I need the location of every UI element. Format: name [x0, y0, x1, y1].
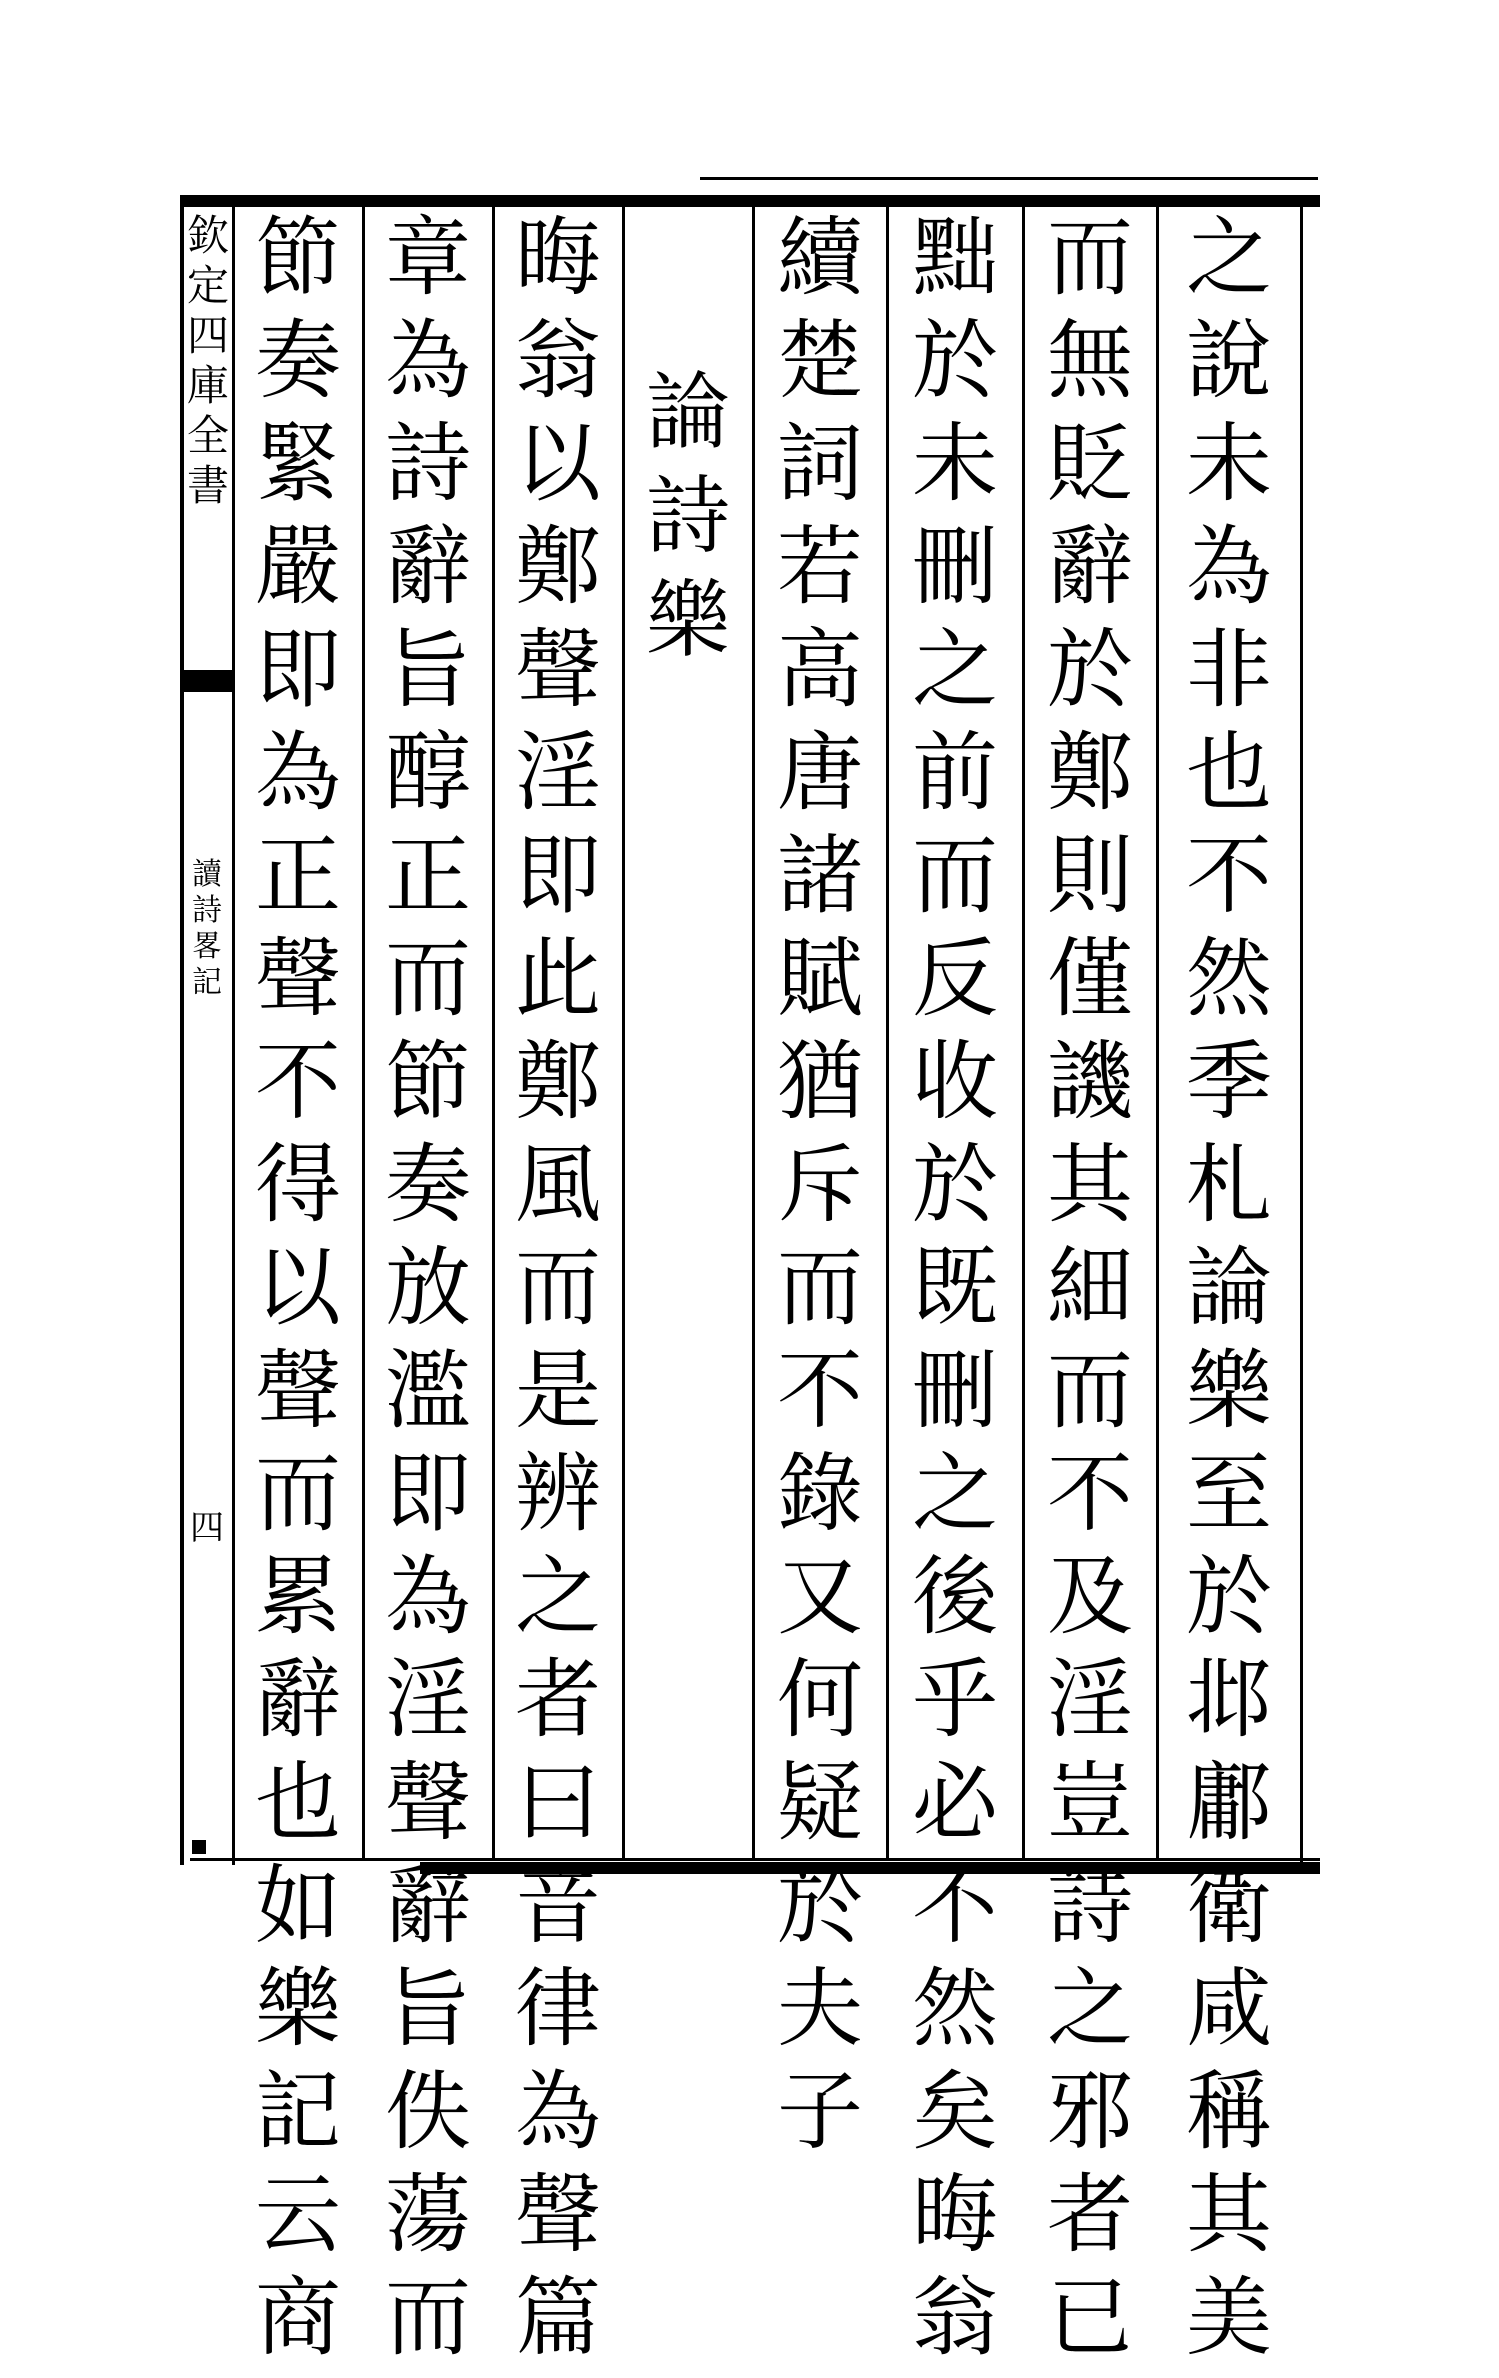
glyph: 咸: [1186, 1959, 1272, 2059]
glyph: 書: [186, 461, 229, 510]
glyph: 詩: [385, 414, 471, 514]
glyph: 辭: [385, 1856, 471, 1956]
glyph: 晦: [515, 208, 601, 308]
text-column: [756, 208, 884, 2172]
glyph: 貶: [1047, 414, 1133, 514]
glyph: 刪: [912, 1341, 998, 1441]
glyph: 辨: [515, 1444, 601, 1544]
glyph: 於: [777, 1856, 863, 1956]
glyph: 未: [1186, 414, 1272, 514]
glyph: 黜: [912, 208, 998, 308]
glyph: 必: [912, 1753, 998, 1853]
glyph: 細: [1047, 1238, 1133, 1338]
glyph: 記: [192, 965, 222, 1000]
glyph: 欽: [186, 211, 229, 260]
glyph: 又: [777, 1547, 863, 1647]
glyph: 全: [186, 411, 229, 460]
glyph: 而: [1047, 208, 1133, 308]
glyph: 邶: [1186, 1650, 1272, 1750]
glyph: 聲: [515, 620, 601, 720]
glyph: 旨: [385, 620, 471, 720]
glyph: 聲: [255, 929, 341, 1029]
glyph: 斥: [777, 1135, 863, 1235]
glyph: 鄭: [515, 1032, 601, 1132]
glyph: 以: [255, 1238, 341, 1338]
glyph: 刪: [912, 517, 998, 617]
glyph: 至: [1186, 1444, 1272, 1544]
text-column: [236, 208, 360, 2378]
glyph: 鄭: [515, 517, 601, 617]
glyph: 無: [1047, 311, 1133, 411]
glyph: 諸: [777, 826, 863, 926]
glyph: 樂: [1186, 1341, 1272, 1441]
glyph: 此: [515, 929, 601, 1029]
glyph: 乎: [912, 1650, 998, 1750]
glyph: 即: [385, 1444, 471, 1544]
glyph: 詩: [192, 893, 222, 928]
glyph: 曰: [515, 1753, 601, 1853]
column-divider: [1156, 207, 1159, 1859]
glyph: 定: [186, 261, 229, 310]
glyph: 然: [1186, 929, 1272, 1029]
glyph: 風: [515, 1135, 601, 1235]
glyph: 聲: [385, 1753, 471, 1853]
glyph: 其: [1186, 2165, 1272, 2265]
glyph: 四: [186, 311, 229, 360]
glyph: 正: [385, 826, 471, 926]
glyph: 札: [1186, 1135, 1272, 1235]
glyph: 於: [1047, 620, 1133, 720]
glyph: 已: [1047, 2268, 1133, 2368]
glyph: 則: [1047, 826, 1133, 926]
glyph: 及: [1047, 1547, 1133, 1647]
glyph: 以: [515, 414, 601, 514]
glyph: 也: [255, 1753, 341, 1853]
glyph: 不: [255, 1032, 341, 1132]
glyph: 衛: [1186, 1856, 1272, 1956]
glyph: 論: [1186, 1238, 1272, 1338]
text-column: [1160, 208, 1298, 2378]
glyph: 云: [255, 2165, 341, 2265]
glyph: 而: [777, 1238, 863, 1338]
glyph: 為: [385, 311, 471, 411]
folio-number: 四: [190, 1508, 224, 1548]
glyph: 唐: [777, 723, 863, 823]
glyph: 律: [515, 1959, 601, 2059]
glyph: 於: [912, 1135, 998, 1235]
margin-inner-line: [232, 195, 235, 1865]
glyph: 者: [515, 1650, 601, 1750]
glyph: 楚: [777, 311, 863, 411]
column-divider: [752, 207, 755, 1859]
glyph: 而: [515, 1238, 601, 1338]
glyph: 其: [1047, 1135, 1133, 1235]
text-column: [1026, 208, 1154, 2378]
glyph: 不: [1186, 826, 1272, 926]
glyph: 晦: [912, 2165, 998, 2265]
glyph: 辭: [385, 517, 471, 617]
glyph: 節: [385, 1032, 471, 1132]
glyph: 為: [385, 1547, 471, 1647]
margin-title: [184, 211, 232, 515]
glyph: 淫: [1047, 1650, 1133, 1750]
right-frame-line: [1300, 195, 1303, 1865]
bottom-corner-mark: [192, 1840, 206, 1854]
section-heading: [626, 363, 750, 682]
top-border-thin: [700, 177, 1318, 180]
glyph: 為: [255, 723, 341, 823]
glyph: 賦: [777, 929, 863, 1029]
glyph: 鄭: [1047, 723, 1133, 823]
glyph: 即: [515, 826, 601, 926]
text-column: [890, 208, 1020, 2378]
glyph: 夫: [777, 1959, 863, 2059]
glyph: 美: [1186, 2268, 1272, 2368]
top-border-thick: [180, 195, 1320, 207]
glyph: 記: [255, 2062, 341, 2162]
glyph: 詞: [777, 414, 863, 514]
glyph: 翁: [515, 311, 601, 411]
glyph: 未: [912, 414, 998, 514]
glyph: 之: [912, 1444, 998, 1544]
glyph: 後: [912, 1547, 998, 1647]
glyph: 商: [255, 2268, 341, 2368]
glyph: 嚴: [255, 517, 341, 617]
glyph: 樂: [255, 1959, 341, 2059]
glyph: 也: [1186, 723, 1272, 823]
glyph: 豈: [1047, 1753, 1133, 1853]
glyph: 庫: [186, 361, 229, 410]
glyph: 篇: [515, 2268, 601, 2368]
column-divider: [492, 207, 495, 1859]
glyph: 鄘: [1186, 1753, 1272, 1853]
glyph: 何: [777, 1650, 863, 1750]
glyph: 之: [1047, 1959, 1133, 2059]
glyph: 聲: [255, 1341, 341, 1441]
glyph: 僅: [1047, 929, 1133, 1029]
glyph: 奏: [255, 311, 341, 411]
glyph: 於: [1186, 1547, 1272, 1647]
glyph: 音: [515, 1856, 601, 1956]
glyph: 而: [385, 929, 471, 1029]
glyph: 旨: [385, 1959, 471, 2059]
glyph: 於: [912, 311, 998, 411]
glyph: 不: [1047, 1444, 1133, 1544]
glyph: 辭: [1047, 517, 1133, 617]
glyph: 奏: [385, 1135, 471, 1235]
glyph: 者: [1047, 2165, 1133, 2265]
glyph: 放: [385, 1238, 471, 1338]
glyph: 詩: [1047, 1856, 1133, 1956]
glyph: 收: [912, 1032, 998, 1132]
glyph: 辭: [255, 1650, 341, 1750]
glyph: 即: [255, 620, 341, 720]
glyph: 非: [1186, 620, 1272, 720]
glyph: 累: [255, 1547, 341, 1647]
glyph: 之: [1186, 208, 1272, 308]
glyph: 淫: [515, 723, 601, 823]
fishtail-mark: [184, 670, 232, 692]
glyph: 而: [1047, 1341, 1133, 1441]
glyph: 讀: [192, 857, 222, 892]
glyph: 緊: [255, 414, 341, 514]
glyph: 佚: [385, 2062, 471, 2162]
glyph: 而: [385, 2268, 471, 2368]
glyph: 聲: [515, 2165, 601, 2265]
glyph: 不: [777, 1341, 863, 1441]
glyph: 醇: [385, 723, 471, 823]
glyph: 猶: [777, 1032, 863, 1132]
glyph: 矣: [912, 2062, 998, 2162]
glyph: 譏: [1047, 1032, 1133, 1132]
column-divider: [1022, 207, 1025, 1859]
glyph: 季: [1186, 1032, 1272, 1132]
glyph: 邪: [1047, 2062, 1133, 2162]
glyph: 不: [912, 1856, 998, 1956]
glyph: 說: [1186, 311, 1272, 411]
glyph: 既: [912, 1238, 998, 1338]
glyph: 為: [515, 2062, 601, 2162]
glyph: 詩: [645, 467, 730, 565]
glyph: 稱: [1186, 2062, 1272, 2162]
glyph: 濫: [385, 1341, 471, 1441]
text-column: [496, 208, 620, 2378]
glyph: 之: [912, 620, 998, 720]
glyph: 疑: [777, 1753, 863, 1853]
glyph: 然: [912, 1959, 998, 2059]
glyph: 得: [255, 1135, 341, 1235]
glyph: 淫: [385, 1650, 471, 1750]
glyph: 續: [777, 208, 863, 308]
fold-label: [182, 857, 232, 1004]
glyph: 高: [777, 620, 863, 720]
glyph: 正: [255, 826, 341, 926]
glyph: 是: [515, 1341, 601, 1441]
glyph: 樂: [645, 571, 730, 669]
glyph: 翁: [912, 2268, 998, 2368]
glyph: 反: [912, 929, 998, 1029]
text-column: [366, 208, 490, 2378]
glyph: 子: [777, 2062, 863, 2162]
glyph: 若: [777, 517, 863, 617]
glyph: 前: [912, 723, 998, 823]
glyph: 錄: [777, 1444, 863, 1544]
column-divider: [362, 207, 365, 1859]
glyph: 節: [255, 208, 341, 308]
column-divider: [622, 207, 625, 1859]
glyph: 之: [515, 1547, 601, 1647]
glyph: 而: [912, 826, 998, 926]
glyph: 畧: [192, 929, 222, 964]
glyph: 蕩: [385, 2165, 471, 2265]
glyph: 而: [255, 1444, 341, 1544]
glyph: 論: [645, 363, 730, 461]
glyph: 如: [255, 1856, 341, 1956]
column-divider: [886, 207, 889, 1859]
glyph: 為: [1186, 517, 1272, 617]
glyph: 章: [385, 208, 471, 308]
